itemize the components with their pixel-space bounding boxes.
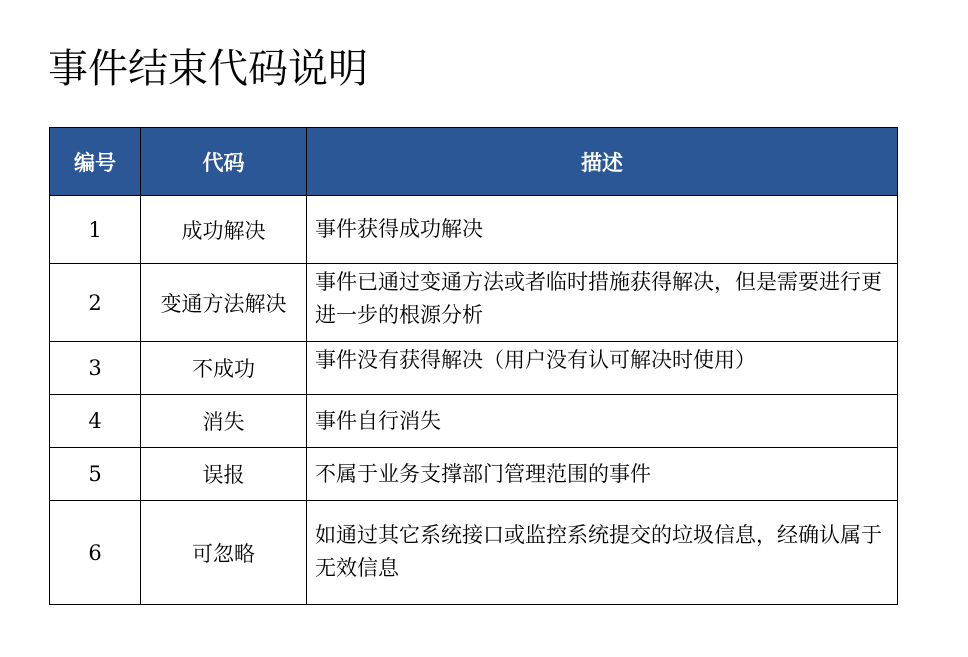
table-row bbox=[50, 264, 898, 342]
table-row bbox=[50, 196, 898, 264]
row-description: 不属于业务支撑部门管理范围的事件 bbox=[307, 448, 898, 501]
header-number: 编号 bbox=[50, 128, 141, 196]
row-code: 消失 bbox=[141, 395, 307, 448]
page-title: 事件结束代码说明 bbox=[48, 46, 368, 92]
row-number: 4 bbox=[50, 395, 141, 448]
row-number: 5 bbox=[50, 448, 141, 501]
table-row bbox=[50, 395, 898, 448]
table-header-row bbox=[50, 128, 898, 196]
header-description: 描述 bbox=[307, 128, 898, 196]
row-number: 6 bbox=[50, 501, 141, 605]
row-code: 可忽略 bbox=[141, 501, 307, 605]
row-code: 变通方法解决 bbox=[141, 264, 307, 342]
table-row bbox=[50, 501, 898, 605]
header-code: 代码 bbox=[141, 128, 307, 196]
row-description: 如通过其它系统接口或监控系统提交的垃圾信息，经确认属于无效信息 bbox=[307, 501, 898, 605]
table-row bbox=[50, 448, 898, 501]
row-number: 3 bbox=[50, 342, 141, 395]
row-number: 2 bbox=[50, 264, 141, 342]
row-description: 事件已通过变通方法或者临时措施获得解决，但是需要进行更进一步的根源分析 bbox=[307, 264, 898, 342]
row-code: 误报 bbox=[141, 448, 307, 501]
row-code: 不成功 bbox=[141, 342, 307, 395]
row-code: 成功解决 bbox=[141, 196, 307, 264]
row-description: 事件没有获得解决（用户没有认可解决时使用） bbox=[307, 342, 898, 395]
table-row bbox=[50, 342, 898, 395]
row-number: 1 bbox=[50, 196, 141, 264]
event-close-code-table bbox=[49, 127, 898, 605]
row-description: 事件获得成功解决 bbox=[307, 196, 898, 264]
row-description: 事件自行消失 bbox=[307, 395, 898, 448]
